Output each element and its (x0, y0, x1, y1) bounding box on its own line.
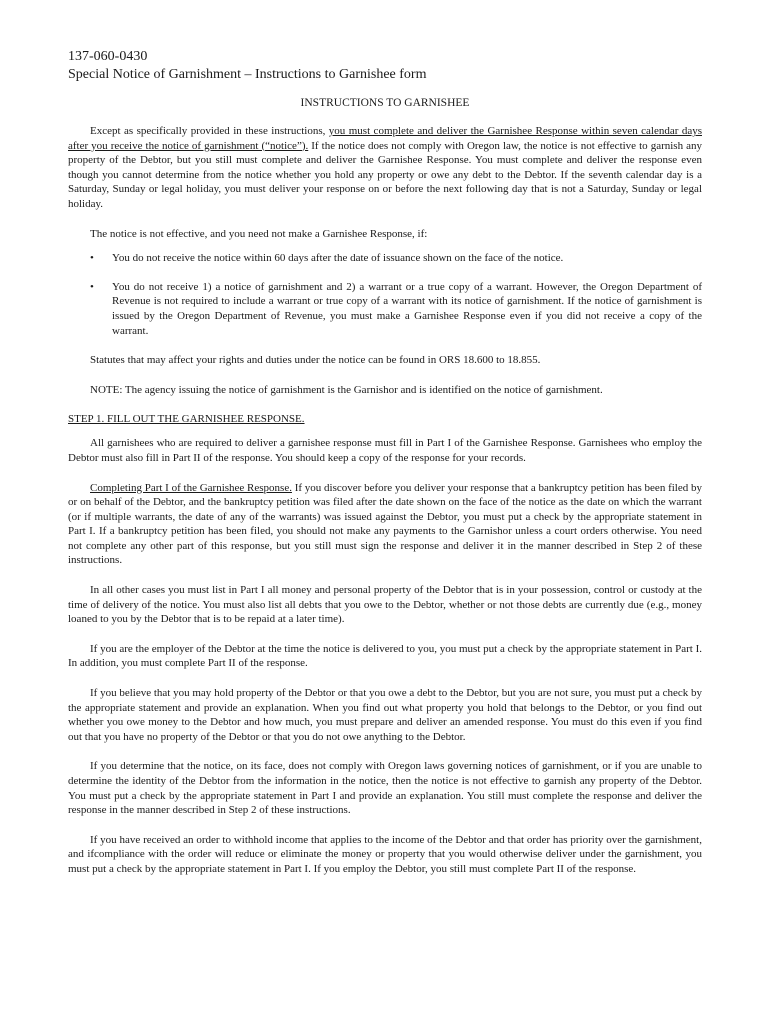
step1-paragraph-1: All garnishees who are required to deliver a garnishee response must fill in Part I of the Garnishee Response. Garnishees who employ the Debtor must also fill in Part II of the response. You should keep a copy of the response for your records. (68, 437, 702, 464)
intro-paragraph (68, 124, 702, 212)
section-heading: INSTRUCTIONS TO GARNISHEE (300, 97, 470, 109)
list-item (68, 251, 702, 266)
step1-paragraph-2-text: If you discover before you deliver your response that a bankruptcy petition has been filed by or on behalf of the Debtor, and the bankruptcy petition was filed after the date shown on the face of the notice as the date on which the warrant (or if multiple warrants, the date of any of the warrants) was issued against the Debtor, you must put a check by the appropriate statement in Part I. If a bankruptcy petition has been filed, you should not make any payments to the Garnishor unless a court orders otherwise. You need not complete any other part of this response, but you still must sign the response and deliver it in the manner described in Step 2 of these instructions. (68, 481, 702, 567)
not-effective-list (68, 251, 702, 338)
list-item-text: You do not receive the notice within 60 days after the date of issuance shown on the face of the notice. (112, 252, 564, 265)
not-effective-lead: The notice is not effective, and you need not make a Garnishee Response, if: (90, 227, 428, 240)
document-title: Special Notice of Garnishment – Instructions to Garnishee form (68, 67, 427, 82)
step1-paragraph-4: If you are the employer of the Debtor at the time the notice is delivered to you, you must put a check by the appropriate statement in Part I. In addition, you must complete Part II of the response. (68, 642, 702, 670)
step1-paragraph-5: If you believe that you may hold property of the Debtor or that you owe a debt to the Debtor, but you are not sure, you must put a check by the appropriate statement and provide an explanation. When you find out what property you hold that belongs to the Debtor, or you find out whether you owe money to the Debtor and how much, you must prepare and deliver an amended response. You must do this even if you find out that you have no property of the Debtor or that you do not owe anything to the Debtor. (68, 687, 702, 743)
intro-lead: Except as specifically provided in these instructions, (90, 125, 326, 137)
step1-heading: STEP 1. FILL OUT THE GARNISHEE RESPONSE. (68, 413, 305, 426)
step1-paragraph-3: In all other cases you must list in Part I all money and personal property of the Debtor that is in your possession, control or custody at the time of delivery of the notice. You must also list all debts that you owe to the Debtor, whether or not those debts are currently due (e.g., money loaned to you by the Debtor that is to be repaid at a later time). (68, 584, 702, 626)
document-page (68, 48, 702, 892)
note-paragraph: NOTE: The agency issuing the notice of garnishment is the Garnishor and is identified on the notice of garnishment. (90, 383, 603, 396)
list-item-text: You do not receive 1) a notice of garnishment and 2) a warrant or a true copy of a warrant. However, the Oregon Department of Revenue is not required to include a warrant or true copy of a warrant with its notice of garnishment. If the notice of garnishment is issued by the Oregon Department of Revenue, you must make a Garnishee Response even if you did not receive a copy of the warrant. (112, 280, 702, 337)
step1-paragraph-7: If you have received an order to withhold income that applies to the income of the Debtor and that order has priority over the garnishment, and ifcompliance with the order will reduce or eliminate the money or property that you would otherwise deliver under the garnishment, you must put a check by the appropriate statement in Part I. If you employ the Debtor, you still must complete Part II of the response. (68, 833, 702, 875)
intro-rest: If the notice does not comply with Oregon law, the notice is not effective to garnish any property of the Debtor, but you still must complete and deliver the Garnishee Response. You must complete and deliver the response even though you cannot determine from the notice whether you hold any property or owe any debt to the Debtor. If the seventh calendar day is a Saturday, Sunday or legal holiday, you must deliver your response on or before the next following day that is not a Saturday, Sunday or legal holiday. (68, 139, 702, 210)
step1-paragraph-6: If you determine that the notice, on its face, does not comply with Oregon laws governing notices of garnishment, or if you are unable to determine the identity of the Debtor from the information in the notice, then the notice is not effective to garnish any property of the Debtor. You must put a check by the appropriate statement in Part I and provide an explanation. You still must complete the response and deliver the response in the manner described in Step 2 of these instructions. (68, 760, 702, 817)
bullet-icon: • (90, 252, 94, 265)
list-item (68, 280, 702, 338)
intro-underlined-text: you must complete and deliver the Garnishee Response within seven calendar days after you receive the notice of garnishment (“notice”). (68, 125, 702, 152)
document-number: 137-060-0430 (68, 49, 148, 64)
step1-paragraph-2 (68, 481, 702, 569)
bullet-icon: • (90, 280, 94, 293)
part1-subheading: Completing Part I of the Garnishee Response. (90, 481, 292, 494)
statutes-paragraph: Statutes that may affect your rights and duties under the notice can be found in ORS 18.600 to 18.855. (90, 354, 541, 367)
